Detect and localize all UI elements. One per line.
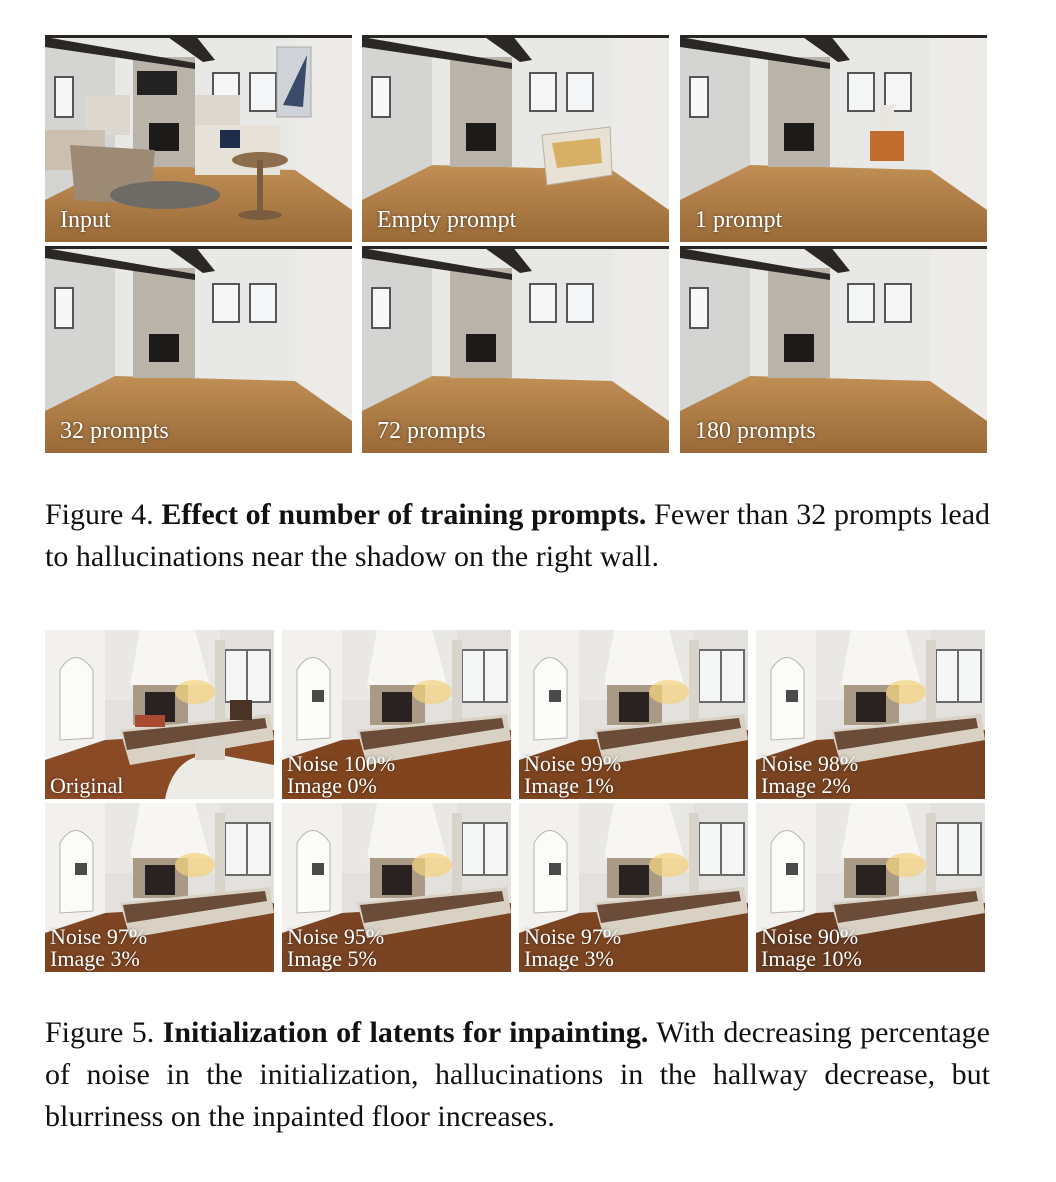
tile-label: [287, 753, 395, 797]
tile-label: [50, 775, 123, 797]
tile-label-line-1: Noise 95%: [287, 924, 385, 949]
figure-4-tile-1-prompt: [680, 35, 987, 242]
tile-label-line-2: Image 1%: [524, 773, 614, 798]
figure-5-tile-original: [45, 630, 274, 799]
tile-label: 72 prompts: [377, 418, 486, 444]
figure-4-tile-input: [45, 35, 352, 242]
figure-4-caption: [45, 494, 990, 578]
tile-label-line-2: Image 3%: [50, 946, 140, 971]
caption-prefix: Figure 5.: [45, 1016, 155, 1049]
tile-label: [761, 926, 862, 970]
tile-label-line-1: Noise 97%: [50, 924, 148, 949]
figure-5-tile-noise-98: [756, 630, 985, 799]
tile-label-line-2: Image 5%: [287, 946, 377, 971]
tile-label-line-1: Noise 90%: [761, 924, 859, 949]
tile-label: [524, 753, 621, 797]
tile-label-line-1: Noise 98%: [761, 751, 859, 776]
tile-label-line-2: Image 10%: [761, 946, 862, 971]
figure-4-tile-empty-prompt: [362, 35, 669, 242]
tile-label-line-1: Noise 100%: [287, 751, 396, 776]
caption-title: Effect of number of training prompts.: [161, 498, 647, 531]
caption-text: With decreasing percentage of noise in the initialization, hallucinations in the hallway decrease, but blurriness on the inpainted floor increases.: [45, 1016, 991, 1133]
tile-label: [287, 926, 384, 970]
tile-label: [50, 926, 147, 970]
caption-title: Initialization of latents for inpainting.: [162, 1016, 649, 1049]
tile-label-line-2: Image 2%: [761, 773, 851, 798]
caption-text: Fewer than 32 prompts lead to hallucinations near the shadow on the right wall.: [45, 498, 991, 573]
tile-label-line-1: Original: [50, 773, 124, 798]
figure-5-tile-noise-97-b: [519, 803, 748, 972]
tile-label: Empty prompt: [377, 207, 517, 233]
figure-5-tile-noise-97-a: [45, 803, 274, 972]
figure-4-tile-72-prompts: [362, 246, 669, 453]
tile-label-line-1: Noise 99%: [524, 751, 622, 776]
figure-5-tile-noise-95: [282, 803, 511, 972]
figure-5-caption: [45, 1012, 990, 1138]
caption-prefix: Figure 4.: [45, 498, 154, 531]
tile-label: [761, 753, 858, 797]
tile-label-line-2: Image 0%: [287, 773, 377, 798]
tile-label: 32 prompts: [60, 418, 169, 444]
tile-label: Input: [60, 207, 111, 233]
figure-4-tile-180-prompts: [680, 246, 987, 453]
tile-label: 1 prompt: [695, 207, 783, 233]
figure-5-tile-noise-99: [519, 630, 748, 799]
tile-label-line-1: Noise 97%: [524, 924, 622, 949]
figure-4-tile-32-prompts: [45, 246, 352, 453]
tile-label: 180 prompts: [695, 418, 816, 444]
tile-label: [524, 926, 621, 970]
figure-5-tile-noise-100: [282, 630, 511, 799]
figure-5-image-grid: [45, 630, 985, 972]
figure-5-tile-noise-90: [756, 803, 985, 972]
figure-4-image-grid: [45, 35, 987, 453]
tile-label-line-2: Image 3%: [524, 946, 614, 971]
